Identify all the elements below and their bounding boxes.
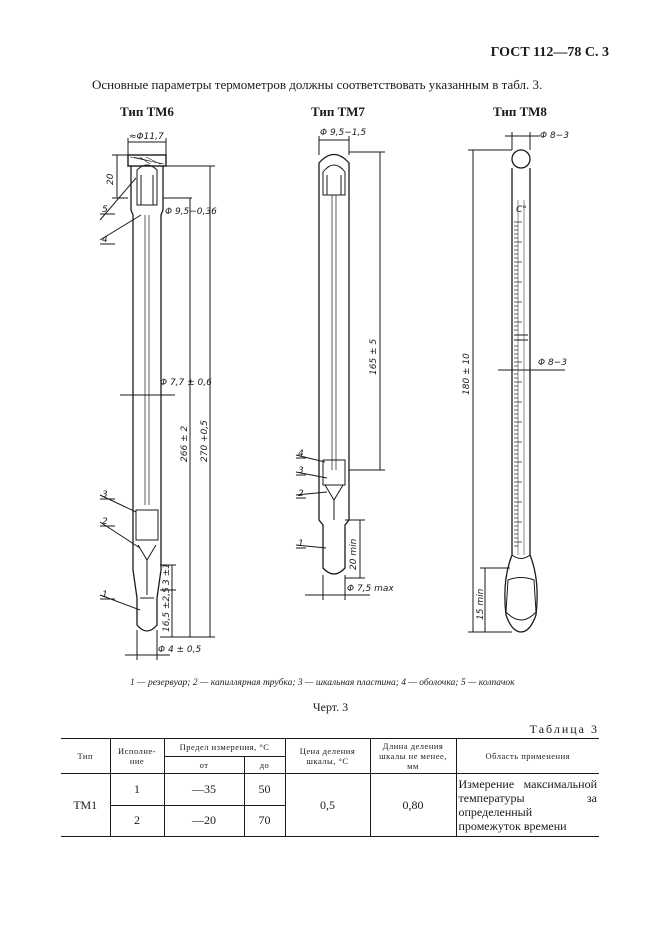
tm7-label-1: 1	[298, 539, 304, 549]
intro-text: Основные параметры термометров должны соответствовать указанным в табл. 3.	[92, 77, 543, 92]
cell-to: 50	[244, 774, 285, 806]
th-division: Цена деления шкалы, °С	[285, 739, 370, 774]
th-from: от	[164, 756, 244, 774]
type-tm8-label: Тип ТМ8	[493, 104, 547, 119]
type-tm7-label: Тип ТМ7	[311, 104, 365, 119]
page-header: ГОСТ 112—78 С. 3	[490, 45, 609, 60]
cell-area: Измерение максимальной температуры за определенный промежуток времени	[456, 774, 599, 837]
tm8-top-dia: Φ 8−3	[540, 131, 569, 141]
tm6-label-4: 4	[102, 235, 108, 245]
tm6-label-1: 1	[102, 590, 108, 600]
th-type: Тип	[61, 739, 110, 774]
cell-length: 0,80	[370, 774, 456, 837]
tm6-l266: 266 ± 2	[180, 425, 190, 462]
table-row	[61, 774, 599, 806]
cell-variant: 2	[110, 805, 164, 837]
tm8-deg: C°	[516, 205, 527, 215]
cell-from: —20	[164, 805, 244, 837]
th-to: до	[244, 756, 285, 774]
tm6-l3: 3 ±1	[162, 563, 172, 585]
cell-variant: 1	[110, 774, 164, 806]
th-length: Длина деления шкалы не менее, мм	[370, 739, 456, 774]
tm7-d75: Φ 7,5 max	[347, 584, 394, 594]
tm6-l165: 16,5 ±2,5	[162, 587, 172, 632]
tm8-d8: Φ 8−3	[538, 358, 567, 368]
cell-type: ТМ1	[61, 774, 110, 837]
tm7-top-dia: Φ 9,5−1,5	[320, 128, 367, 138]
table-3	[61, 738, 599, 837]
table-caption: Таблица 3	[529, 722, 599, 736]
tm7-label-4: 4	[298, 449, 304, 459]
th-area: Область применения	[456, 739, 599, 774]
cell-division: 0,5	[285, 774, 370, 837]
tm8-l15: 15 min	[476, 588, 486, 620]
tm6-label-5: 5	[102, 205, 108, 215]
tm7-label-3: 3	[298, 466, 304, 476]
tm6-label-2: 2	[102, 517, 108, 527]
tm6-d77: Φ 7,7 ± 0,6	[160, 378, 212, 388]
th-variant: Исполне-ние	[110, 739, 164, 774]
tm7-l165: 165 ± 5	[369, 338, 379, 375]
tm7-label-2: 2	[298, 489, 304, 499]
tm6-h20: 20	[106, 173, 116, 185]
figure-caption: Черт. 3	[312, 700, 349, 714]
type-tm6-label: Тип ТМ6	[120, 104, 174, 119]
tm6-label-3: 3	[102, 490, 108, 500]
tm6-top-dia: ≈Φ11,7	[129, 132, 164, 142]
tm7-l20: 20 min	[349, 538, 359, 570]
tm6-d95: Φ 9,5−0,36	[165, 207, 217, 217]
cell-from: —35	[164, 774, 244, 806]
tm6-d4: Φ 4 ± 0,5	[158, 645, 202, 655]
tm6-l270: 270 +0,5	[200, 420, 210, 462]
cell-to: 70	[244, 805, 285, 837]
legend: 1 — резервуар; 2 — капиллярная трубка; 3 — шкальная пластина; 4 — оболочка; 5 — колпачок	[130, 678, 515, 688]
th-limits: Предел измерения, °С	[164, 739, 285, 757]
tm8-l180: 180 ± 10	[462, 353, 472, 395]
